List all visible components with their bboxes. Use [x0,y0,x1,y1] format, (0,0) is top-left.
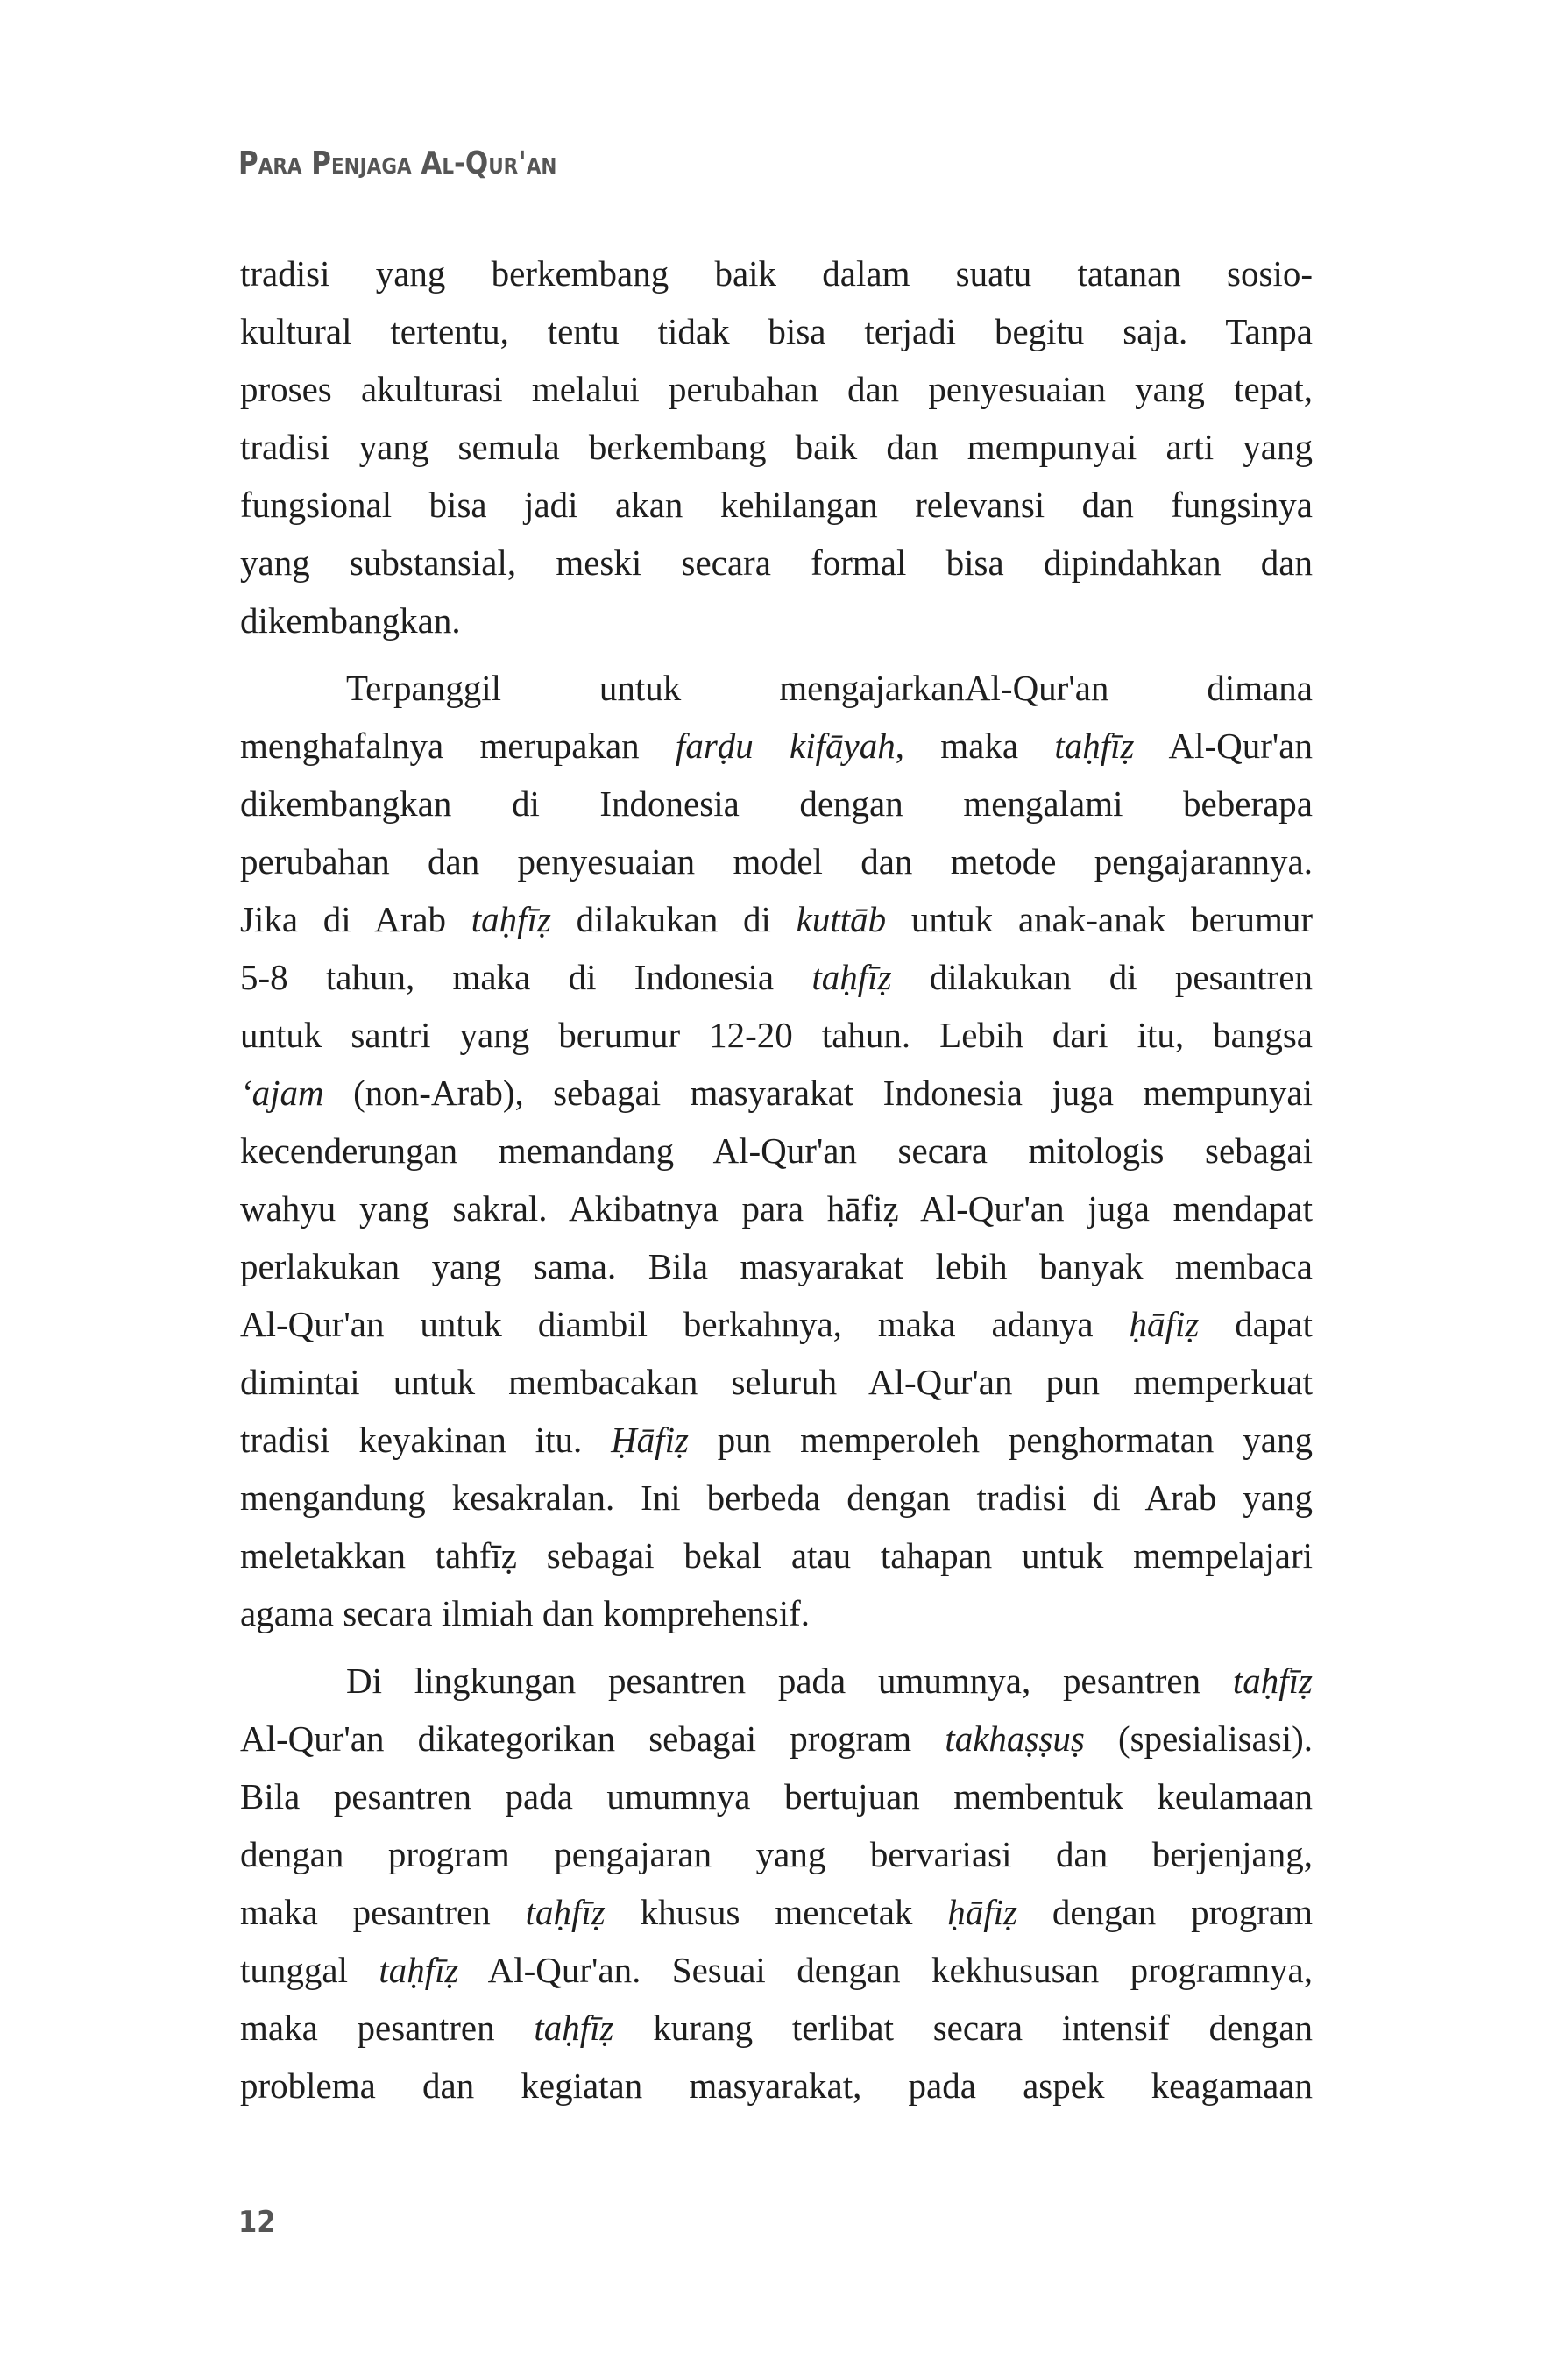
text-segment: tunggal [240,1950,379,1990]
text-segment: (non-Arab), sebagai masyarakat Indonesia juga mempunyai [323,1073,1313,1113]
text-line [240,1006,1313,1064]
text-segment: untuk anak-anak berumur [886,899,1313,939]
text-segment: proses akulturasi melalui perubahan dan penyesuaian yang tepat, [240,369,1313,409]
text-segment: wahyu yang sakral. Akibatnya para hāfiẓ Al-Qur'an juga mendapat [240,1188,1313,1229]
text-segment: tradisi yang semula berkembang baik dan mempunyai arti yang [240,427,1313,467]
text-line [240,1710,1313,1767]
text-segment: dengan program [1017,1892,1313,1932]
text-segment: (spesialisasi). [1084,1718,1313,1759]
text-segment: meletakkan tahfīẓ sebagai bekal atau tahapan untuk mempelajari [240,1535,1313,1576]
text-line [240,1064,1313,1122]
italic-term: ḥāfiẓ [1129,1304,1200,1344]
text-line [240,1179,1313,1237]
text-segment: Al-Qur'an. Sesuai dengan kekhususan programnya, [458,1950,1313,1990]
text-segment: problema dan kegiatan masyarakat, pada aspek keagamaan [240,2065,1313,2106]
italic-term: taḥfīẓ [525,1892,606,1932]
text-line [240,1652,1313,1710]
italic-term: takhaṣṣuṣ [945,1718,1085,1759]
text-line [240,948,1313,1006]
text-segment: pun memperoleh penghormatan yang [688,1420,1313,1460]
text-segment: tradisi yang berkembang baik dalam suatu tatanan sosio- [240,253,1313,294]
text-line [240,1825,1313,1883]
text-line [240,1584,1313,1642]
text-segment: dilakukan di pesantren [891,957,1313,997]
text-line [240,832,1313,890]
text-segment: dilakukan di [550,899,797,939]
text-line [240,2057,1313,2114]
text-segment: untuk santri yang berumur 12-20 tahun. Lebih dari itu, bangsa [240,1015,1313,1055]
paragraph [240,1652,1313,2114]
text-line [240,1237,1313,1295]
italic-term: taḥfīẓ [471,899,551,939]
text-segment: mengandung kesakralan. Ini berbeda dengan tradisi di Arab yang [240,1477,1313,1518]
page-number: 12 [238,2205,276,2240]
italic-term: taḥfīẓ [1054,726,1135,766]
text-line [240,1295,1313,1353]
text-line [240,1767,1313,1825]
text-segment: Al-Qur'an [1134,726,1313,766]
text-segment: tradisi keyakinan itu. [240,1420,612,1460]
text-segment: kurang terlibat secara intensif dengan [613,2008,1313,2048]
text-line [240,717,1313,775]
text-segment: dapat [1199,1304,1313,1344]
text-segment: maka pesantren [240,1892,526,1932]
text-segment: khusus mencetak [605,1892,948,1932]
italic-term: taḥfīẓ [379,1950,459,1990]
text-segment: Di lingkungan pesantren pada umumnya, pesantren [346,1661,1233,1701]
text-segment: yang substansial, meski secara formal bisa dipindahkan dan [240,542,1313,583]
text-line [240,1883,1313,1941]
text-segment: Terpanggil untuk mengajarkanAl-Qur'an dimana [346,668,1313,708]
text-segment: kecenderungan memandang Al-Qur'an secara mitologis sebagai [240,1130,1313,1171]
text-segment: dikembangkan di Indonesia dengan mengalami beberapa [240,783,1313,824]
text-line [240,591,1313,649]
text-segment: perlakukan yang sama. Bila masyarakat lebih banyak membaca [240,1246,1313,1286]
text-line [240,775,1313,832]
text-line [240,1526,1313,1584]
text-segment: , maka [895,726,1055,766]
text-line [240,1469,1313,1526]
text-segment: Jika di Arab [240,899,471,939]
text-line [240,1353,1313,1411]
text-line [240,360,1313,418]
text-segment: dimintai untuk membacakan seluruh Al-Qur'an pun memperkuat [240,1362,1313,1402]
italic-term: kuttāb [796,899,887,939]
italic-term: taḥfīẓ [811,957,892,997]
text-segment: kultural tertentu, tentu tidak bisa terjadi begitu saja. Tanpa [240,311,1313,351]
body-text [240,244,1313,2114]
text-line [240,1941,1313,1999]
text-segment: fungsional bisa jadi akan kehilangan relevansi dan fungsinya [240,485,1313,525]
italic-term: Ḥāfiẓ [611,1420,689,1460]
text-line [240,890,1313,948]
text-line [240,659,1313,717]
text-segment: maka pesantren [240,2008,535,2048]
text-segment: Al-Qur'an untuk diambil berkahnya, maka adanya [240,1304,1130,1344]
text-line [240,418,1313,476]
text-line [240,1411,1313,1469]
italic-term: taḥfīẓ [1232,1661,1313,1701]
text-segment: dikembangkan. [240,600,461,641]
text-segment: agama secara ilmiah dan komprehensif. [240,1593,811,1633]
text-line [240,244,1313,302]
text-line [240,302,1313,360]
text-line [240,534,1313,591]
paragraph [240,244,1313,649]
text-segment: perubahan dan penyesuaian model dan metode pengajarannya. [240,841,1313,882]
text-line [240,1999,1313,2057]
text-segment: 5-8 tahun, maka di Indonesia [240,957,812,997]
italic-term: ḥāfiẓ [947,1892,1017,1932]
text-line [240,476,1313,534]
text-segment: Al-Qur'an dikategorikan sebagai program [240,1718,945,1759]
italic-term: ‘ajam [240,1073,324,1113]
italic-term: taḥfīẓ [534,2008,614,2048]
text-segment: menghafalnya merupakan [240,726,676,766]
paragraph [240,659,1313,1642]
text-segment: dengan program pengajaran yang bervariasi dan berjenjang, [240,1834,1313,1874]
italic-term: farḍu kifāyah [675,726,896,766]
text-line [240,1122,1313,1179]
text-segment: Bila pesantren pada umumnya bertujuan membentuk keulamaan [240,1776,1313,1817]
running-header-title: Para Penjaga Al-Qur'an [238,145,557,181]
